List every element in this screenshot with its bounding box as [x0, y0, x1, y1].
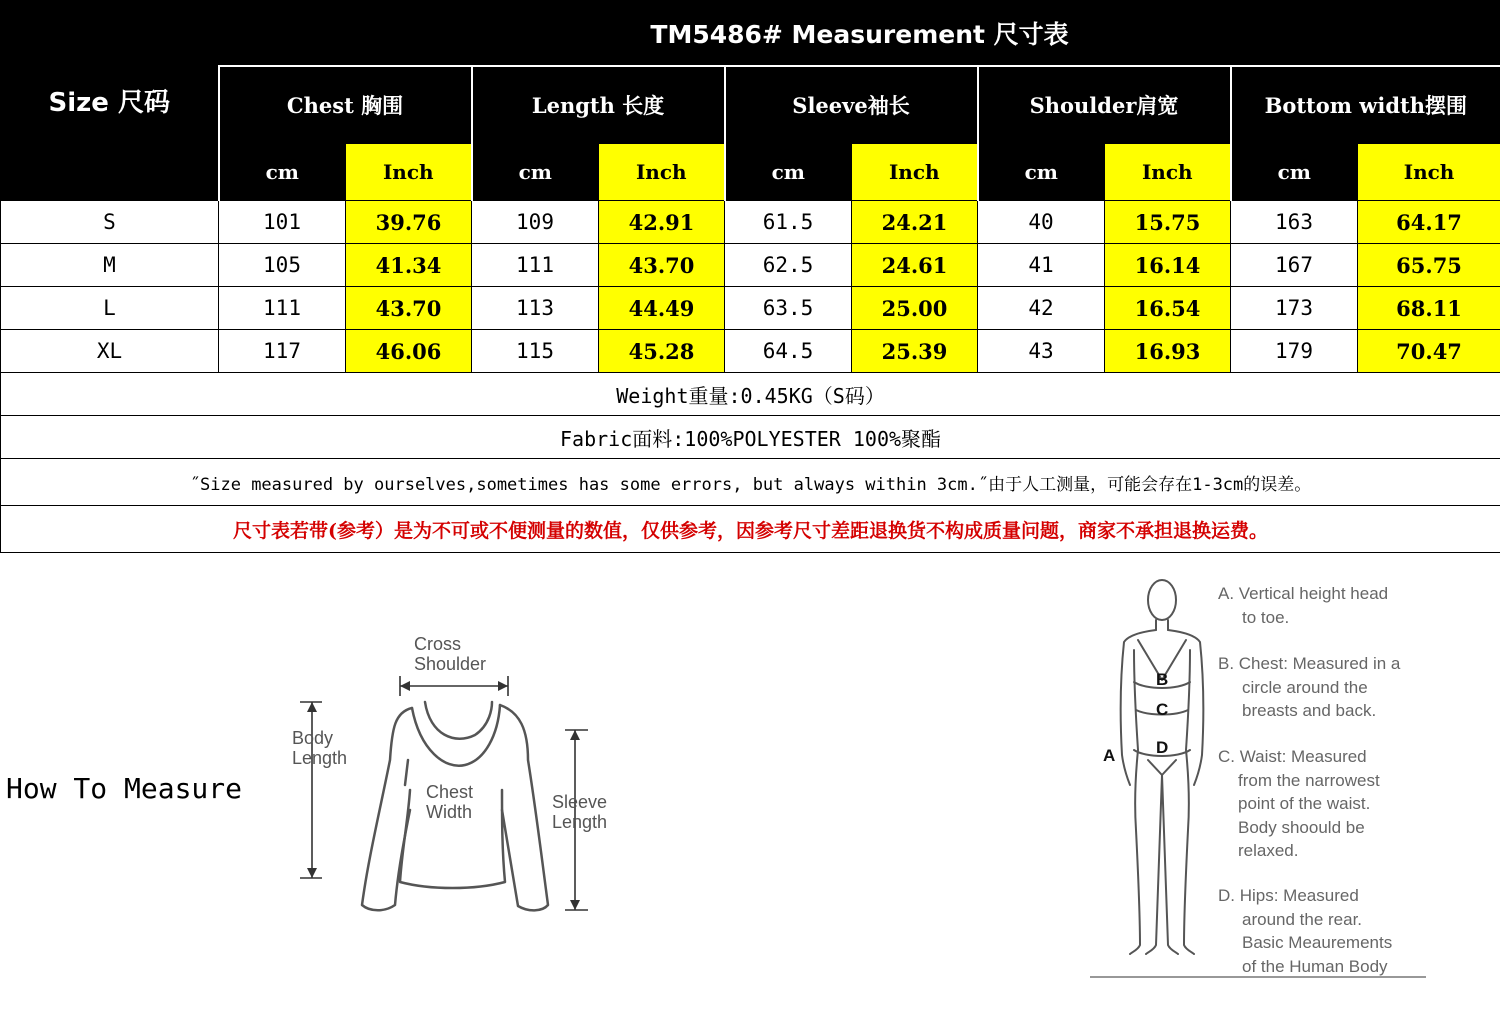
inch-value-cell: 45.28 — [599, 330, 725, 373]
chest-header: Chest 胸围 — [219, 66, 472, 144]
table-row — [1, 287, 1500, 330]
table-title: TM5486# Measurement 尺寸表 — [219, 1, 1500, 67]
inch-value-cell: 39.76 — [346, 201, 472, 244]
inch-value-cell: 46.06 — [346, 330, 472, 373]
bottom-width-header: Bottom width摆围 — [1231, 66, 1500, 144]
cross-shoulder-label: Cross Shoulder — [414, 634, 487, 674]
length-header: Length 长度 — [472, 66, 725, 144]
cm-value-cell: 163 — [1231, 201, 1358, 244]
inch-value-cell: 43.70 — [346, 287, 472, 330]
fabric-info: Fabric面料:100%POLYESTER 100%聚酯 — [1, 416, 1500, 459]
size-cell: L — [1, 287, 219, 330]
sleeve-header: Sleeve袖长 — [725, 66, 978, 144]
cm-value-cell: 117 — [219, 330, 346, 373]
inch-value-cell: 64.17 — [1358, 201, 1500, 244]
label-b: B — [1156, 670, 1169, 689]
cm-value-cell: 111 — [472, 244, 599, 287]
unit-inch: Inch — [599, 144, 725, 201]
unit-cm: cm — [472, 144, 599, 201]
size-cell: XL — [1, 330, 219, 373]
disclaimer-note: 尺寸表若带(参考）是为不可或不便测量的数值，仅供参考，因参考尺寸差距退换货不构成质量问题，商家不承担退换运费。 — [1, 506, 1500, 553]
inch-value-cell: 68.11 — [1358, 287, 1500, 330]
inch-value-cell: 16.14 — [1105, 244, 1231, 287]
unit-cm: cm — [725, 144, 852, 201]
label-d: D — [1156, 738, 1169, 757]
cm-value-cell: 109 — [472, 201, 599, 244]
inch-value-cell: 15.75 — [1105, 201, 1231, 244]
cm-value-cell: 64.5 — [725, 330, 852, 373]
unit-cm: cm — [978, 144, 1105, 201]
cm-value-cell: 61.5 — [725, 201, 852, 244]
inch-value-cell: 41.34 — [346, 244, 472, 287]
inch-value-cell: 65.75 — [1358, 244, 1500, 287]
shoulder-header: Shoulder肩宽 — [978, 66, 1231, 144]
cm-value-cell: 105 — [219, 244, 346, 287]
inch-value-cell: 42.91 — [599, 201, 725, 244]
unit-cm: cm — [1231, 144, 1358, 201]
how-to-measure-title: How To Measure — [6, 772, 243, 805]
cm-value-cell: 40 — [978, 201, 1105, 244]
cm-value-cell: 113 — [472, 287, 599, 330]
measurement-note: ˝Size measured by ourselves,sometimes has some errors, but always within 3cm.˝由于人工测量，可能会存在1-3cm的误差。 — [1, 459, 1500, 506]
cm-value-cell: 62.5 — [725, 244, 852, 287]
cm-value-cell: 111 — [219, 287, 346, 330]
inch-value-cell: 70.47 — [1358, 330, 1500, 373]
cm-value-cell: 179 — [1231, 330, 1358, 373]
cm-value-cell: 115 — [472, 330, 599, 373]
weight-info: Weight重量:0.45KG（S码） — [1, 373, 1500, 416]
inch-value-cell: 43.70 — [599, 244, 725, 287]
note-d: D. Hips: Measured around the rear. Basic Meaurements of the Human Body — [1218, 886, 1393, 976]
label-c: C — [1156, 700, 1169, 719]
table-row — [1, 201, 1500, 244]
unit-inch: Inch — [1358, 144, 1500, 201]
sleeve-length-label: Sleeve Length — [552, 792, 608, 832]
size-cell: M — [1, 244, 219, 287]
cm-value-cell: 101 — [219, 201, 346, 244]
cm-value-cell: 173 — [1231, 287, 1358, 330]
inch-value-cell: 16.54 — [1105, 287, 1231, 330]
label-a: A — [1103, 746, 1116, 765]
body-length-label: Body Length — [292, 728, 348, 768]
body-measurement-diagram — [1090, 570, 1490, 990]
table-row — [1, 330, 1500, 373]
inch-value-cell: 16.93 — [1105, 330, 1231, 373]
note-c: C. Waist: Measured from the narrowest point of the waist. Body shoould be relaxed. — [1218, 747, 1380, 860]
inch-value-cell: 25.00 — [852, 287, 978, 330]
cm-value-cell: 63.5 — [725, 287, 852, 330]
unit-inch: Inch — [852, 144, 978, 201]
size-cell: S — [1, 201, 219, 244]
size-column-header: Size 尺码 — [1, 1, 219, 201]
inch-value-cell: 24.21 — [852, 201, 978, 244]
note-a: A. Vertical height head to toe. — [1218, 584, 1389, 627]
cm-value-cell: 43 — [978, 330, 1105, 373]
inch-value-cell: 25.39 — [852, 330, 978, 373]
table-row — [1, 244, 1500, 287]
cm-value-cell: 41 — [978, 244, 1105, 287]
cm-value-cell: 167 — [1231, 244, 1358, 287]
unit-cm: cm — [219, 144, 346, 201]
unit-inch: Inch — [346, 144, 472, 201]
cm-value-cell: 42 — [978, 287, 1105, 330]
note-b: B. Chest: Measured in a circle around the breasts and back. — [1218, 654, 1401, 720]
chest-width-label: Chest Width — [426, 782, 474, 822]
unit-inch: Inch — [1105, 144, 1231, 201]
sweater-diagram — [280, 620, 640, 920]
inch-value-cell: 24.61 — [852, 244, 978, 287]
inch-value-cell: 44.49 — [599, 287, 725, 330]
